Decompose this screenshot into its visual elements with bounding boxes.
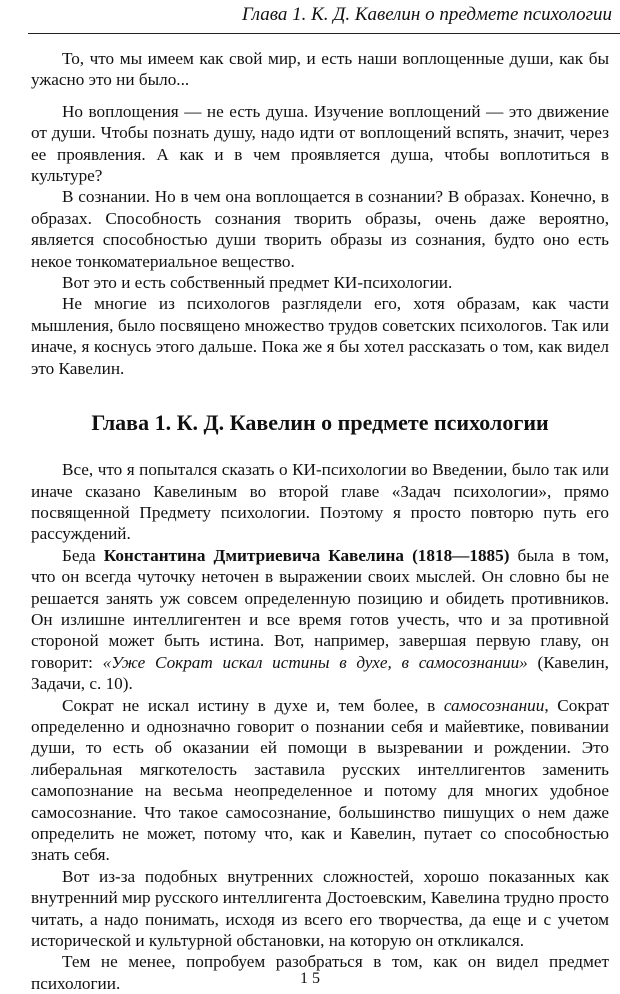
text-run: Беда xyxy=(62,545,104,565)
bold-name: Константина Дмитриевича Кавелина (1818—1885) xyxy=(103,545,510,565)
intro-paragraph: В сознании. Но в чем она воплощается в сознании? В образах. Конечно, в образах. Способность сознания творить образы, очень даже вероятно, является способностью души творить образы из сознания, будто оно есть некое тонкоматериальное вещество. xyxy=(31,187,609,271)
italic-quote: «Уже Сократ искал истины в духе, в самосознании» xyxy=(102,652,528,672)
chapter-paragraph: Все, что я попытался сказать о КИ-психологии во Введении, было так или иначе сказано Кавелиным во второй главе «Задач психологии», прямо посвященной Предмету психологии. Поэтому я просто повторю путь его рассуждений. xyxy=(31,460,609,544)
text-run: , Сократ определенно и однозначно говорит о познании себя и майевтике, повивании души, то есть об оказании ей помощи в вызревании и рождении. Это либеральная мягкотелость заставила русских интеллигентов заменить самопознание на весьма неопределенное и потому для многих удобное самосознание. Что такое самосознание, большинство пишущих о нем даже определить не может, потому что, как и Кавелин, путает со способностью знать себя. xyxy=(31,695,609,865)
text-run: была в том, что он всегда чуточку неточен в выражении своих мыслей. Он словно бы не решается занять уж совсем определенную позицию и обидеть противников. Он излишне интеллигентен и все время готов учесть, что и за противной стороной может быть истина. Вот, например, завершая первую главу, он говорит: xyxy=(31,545,609,672)
chapter-paragraph xyxy=(31,695,609,866)
chapter-paragraph: Вот из-за подобных внутренних сложностей, хорошо показанных как внутренний мир русского интеллигента Достоевским, Кавелина трудно просто читать, а надо понимать, исходя из всего его творчества, да еще и с учетом исторической и культурной обстановки, на которую он откликался. xyxy=(31,866,609,951)
text-run: Сократ не искал истину в духе и, тем более, в xyxy=(62,695,444,715)
page-number: 1 5 xyxy=(300,970,320,987)
intro-paragraph: Но воплощения — не есть душа. Изучение воплощений — это движение от души. Чтобы познать душу, надо идти от воплощений вспять, значит, через ее проявления. А как и в чем проявляется душа, чтобы воплотиться в культуре? xyxy=(31,101,609,186)
text-run: (Кавелин, Задачи, с. 10). xyxy=(31,652,609,694)
intro-paragraph: То, что мы имеем как свой мир, и есть наши воплощенные души, как бы ужасно это ни было... xyxy=(31,49,609,90)
intro-paragraph: Не многие из психологов разглядели его, хотя образам, как части мышления, было посвящено множество трудов советских психологов. Так или иначе, я коснусь этого дальше. Пока же я бы хотел рассказать о том, как видел это Кавелин. xyxy=(31,294,609,378)
header-rule xyxy=(28,33,620,34)
page-body xyxy=(31,48,609,994)
chapter-title: Глава 1. К. Д. Кавелин о предмете психологии xyxy=(91,410,549,436)
chapter-paragraph: Тем не менее, попробуем разобраться в том, как он видел предмет психологии. xyxy=(31,952,609,993)
chapter-paragraph xyxy=(31,545,609,695)
italic-term: самосознании xyxy=(443,695,545,715)
intro-paragraph: Вот это и есть собственный предмет КИ-психологии. xyxy=(62,273,453,293)
running-header: Глава 1. К. Д. Кавелин о предмете психологии xyxy=(241,4,612,25)
